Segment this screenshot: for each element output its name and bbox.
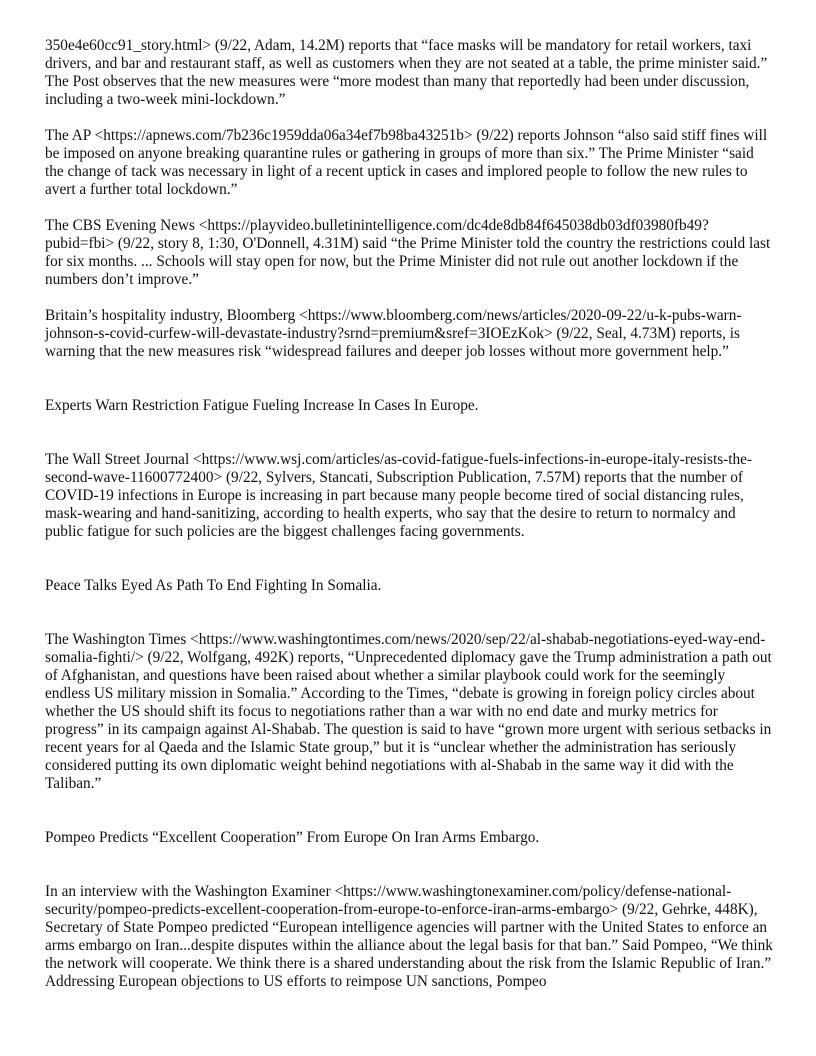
paragraph-washington-times-somalia: The Washington Times <https://www.washingtontimes.com/news/2020/sep/22/al-shabab-negotiations-eyed-way-end-somalia-fighti/> (9/22, Wolfgang, 492K) reports, “Unprecedented diplomacy gave the Trump administration a path out of Afghanistan, and questions have been raised about whether a similar playbook could work for the seemingly endless US military mission in Somalia.” According to the Times, “debate is growing in foreign policy circles about whether the US should shift its focus to negotiations rather than a war with no end date and murky metrics for progress” in its campaign against Al-Shabab. The question is said to have “grown more urgent with serious setbacks in recent years for al Qaeda and the Islamic State group,” but it is “unclear whether the administration has seriously considered putting its own diplomatic weight behind negotiations with al-Shabab in the same way it did with the Taliban.” [45, 631, 772, 792]
headline-pompeo-iran-embargo: Pompeo Predicts “Excellent Cooperation” From Europe On Iran Arms Embargo. [45, 829, 540, 846]
paragraph-bloomberg-hospitality: Britain’s hospitality industry, Bloomberg <https://www.bloomberg.com/news/articles/2020-09-22/u-k-pubs-warn-johnson-s-covid-curfew-will-devastate-industry?srnd=premium&sref=3IOEzKok> (9/22, Seal, 4.73M) reports, is warning that the new measures risk “widespread failures and deeper job losses without more government help.” [45, 307, 742, 360]
headline-somalia-peace-talks: Peace Talks Eyed As Path To End Fighting In Somalia. [45, 577, 382, 594]
paragraph-wsj-europe: The Wall Street Journal <https://www.wsj.com/articles/as-covid-fatigue-fuels-infections-in-europe-italy-resists-the-second-wave-11600772400> (9/22, Sylvers, Stancati, Subscription Publication, 7.57M) reports that the number of COVID-19 infections in Europe is increasing in part because many people become tired of social distancing rules, mask-wearing and hand-sanitizing, according to health experts, who say that the desire to return to normalcy and public fatigue for such policies are the biggest challenges facing governments. [45, 451, 753, 540]
paragraph-post-face-masks: 350e4e60cc91_story.html> (9/22, Adam, 14.2M) reports that “face masks will be mandatory for retail workers, taxi drivers, and bar and restaurant staff, as well as customers when they are not seated at a table, the prime minister said.” The Post observes that the new measures were “more modest than many that reportedly had been under discussion, including a two-week mini-lockdown.” [45, 37, 768, 108]
paragraph-washington-examiner-pompeo: In an interview with the Washington Examiner <https://www.washingtonexaminer.com/policy/defense-national-security/pompeo-predicts-excellent-cooperation-from-europe-to-enforce-iran-arms-embargo> (9/22, Gehrke, 448K), Secretary of State Pompeo predicted “European intelligence agencies will partner with the United States to enforce an arms embargo on Iran...despite disputes within the alliance about the legal basis for that ban.” Said Pompeo, “We think the network will cooperate. We think there is a shared understanding about the risk from the Islamic Republic of Iran.” Addressing European objections to US efforts to reimpose UN sanctions, Pompeo [45, 883, 773, 990]
paragraph-cbs-evening-news: The CBS Evening News <https://playvideo.bulletinintelligence.com/dc4de8db84f645038db03df03980fb49?pubid=fbi> (9/22, story 8, 1:30, O'Donnell, 4.31M) said “the Prime Minister told the country the restrictions could last for six months. ... Schools will stay open for now, but the Prime Minister did not rule out another lockdown if the numbers don’t improve.” [45, 217, 771, 288]
paragraph-ap-fines: The AP <https://apnews.com/7b236c1959dda06a34ef7b98ba43251b> (9/22) reports Johnson “also said stiff fines will be imposed on anyone breaking quarantine rules or gathering in groups of more than six.” The Prime Minister “said the change of tack was necessary in light of a recent uptick in cases and implored people to follow the new rules to avert a further total lockdown.” [45, 127, 768, 198]
headline-restriction-fatigue: Experts Warn Restriction Fatigue Fueling Increase In Cases In Europe. [45, 397, 479, 414]
document-page [45, 37, 773, 991]
